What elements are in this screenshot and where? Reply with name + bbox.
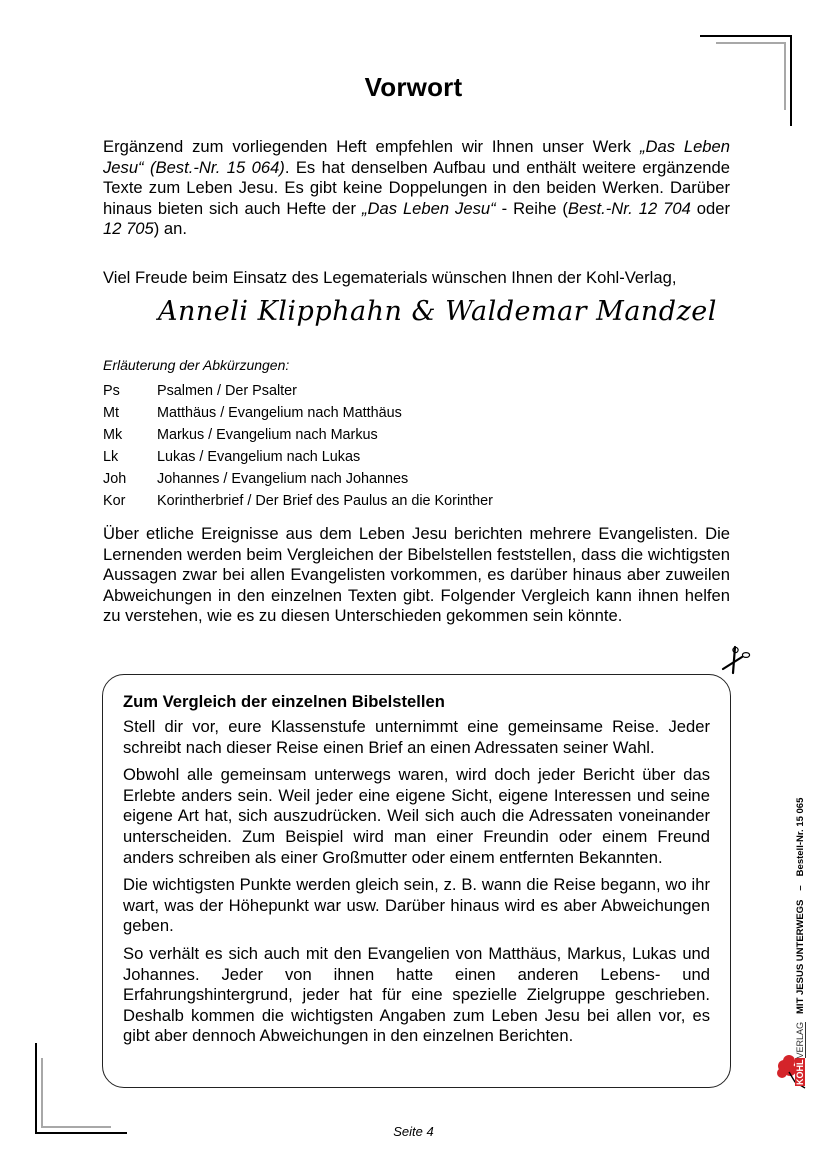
box-paragraph: Die wichtigsten Punkte werden gleich sein, z. B. wann die Reise begann, wo ihr wart, was der Höhepunkt war usw. Darüber hinaus wird es aber Abweichungen geben. [123, 875, 710, 936]
intro-text-italic: „Das Leben Jesu“ (Best.-Nr. 15 064) [103, 137, 730, 177]
intro-text: oder [690, 198, 730, 218]
abbreviation-row [103, 447, 493, 469]
abbreviation-key: Mt [103, 405, 119, 421]
abbreviation-key: Kor [103, 493, 126, 509]
intro-text: ) an. [153, 219, 187, 239]
abbreviation-key: Lk [103, 449, 119, 465]
abbreviation-key: Ps [103, 383, 120, 399]
logo-kohl: KOHL [795, 1059, 805, 1085]
publisher-sidebar [775, 760, 825, 1090]
box-paragraph: Stell dir vor, eure Klassenstufe unternimmt eine gemeinsame Reise. Jeder schreibt nach dieser Reise einen Brief an einen Adressaten seiner Wahl. [123, 717, 710, 757]
scissors-icon [720, 645, 754, 675]
intro-text: . Es hat denselben Aufbau und enthält weitere ergänzende Texte zum Leben Jesu. Es gibt keine Doppelungen in den beiden Werken. Darüber hinaus bieten sich auch Hefte der [103, 157, 730, 218]
series-title: MIT JESUS UNTERWEGS [794, 899, 806, 1014]
intro-text-italic: 12 705 [103, 219, 154, 239]
intro-text: - Reihe ( [495, 198, 568, 218]
page-number: Seite 4 [393, 1124, 434, 1139]
abbreviation-value: Lukas / Evangelium nach Lukas [157, 449, 361, 465]
evangelists-paragraph: Über etliche Ereignisse aus dem Leben Jesu berichten mehrere Evangelisten. Die Lernenden werden beim Vergleichen der Bibelstellen feststellen, dass die wichtigsten Aussagen zwar bei allen Evangelisten vorkommen, es darüber hinaus aber zuweilen Abweichungen in den einzelnen Texten gibt. Folgender Vergleich kann ihnen helfen zu verstehen, wie es zu diesen Unterschieden gekommen sein könnte. [103, 524, 730, 626]
box-paragraph: So verhält es sich auch mit den Evangelien von Matthäus, Markus, Lukas und Johannes. Jeder von ihnen hatte einen anderen Lebens- und Erfahrungshintergrund, jeder hat für eine spezielle Zielgruppe geschrieben. Deshalb kommen die wichtigsten Angaben zum Leben Jesu bei allen vor, es gibt aber dennoch Abweichungen in den einzelnen Berichten. [123, 943, 710, 1046]
abbreviation-row [103, 403, 493, 425]
abbreviations-heading: Erläuterung der Abkürzungen: [103, 357, 290, 373]
box-title: Zum Vergleich der einzelnen Bibelstellen [123, 692, 445, 711]
logo-verlag: VERLAG [794, 1021, 805, 1059]
abbreviation-key: Mk [103, 427, 123, 443]
abbreviation-row [103, 381, 493, 403]
intro-text-italic: Best.-Nr. 12 704 [567, 198, 691, 218]
corner-line [41, 1058, 43, 1127]
abbreviation-value: Johannes / Evangelium nach Johannes [157, 471, 409, 487]
intro-paragraph [103, 137, 730, 240]
intro-text-italic: „Das Leben Jesu“ [361, 198, 496, 218]
abbreviation-value: Markus / Evangelium nach Markus [157, 427, 378, 443]
sidebar-text [789, 760, 811, 1090]
corner-line [716, 42, 786, 44]
page-title: Vorwort [364, 72, 463, 102]
comparison-box [102, 674, 731, 1088]
separator: – [794, 885, 806, 891]
abbreviation-row [103, 425, 493, 447]
abbreviation-row [103, 491, 493, 513]
abbreviation-row [103, 469, 493, 491]
intro-text: Ergänzend zum vorliegenden Heft empfehlen wir Ihnen unser Werk [103, 137, 640, 156]
abbreviations-list [103, 381, 493, 513]
greeting: Viel Freude beim Einsatz des Legematerials wünschen Ihnen der Kohl-Verlag, [103, 268, 677, 287]
kohl-verlag-logo [795, 1022, 806, 1086]
author-signature: Anneli Klipphahn & Waldemar Mandzel [158, 296, 717, 327]
corner-line [35, 1043, 37, 1134]
abbreviation-value: Korintherbrief / Der Brief des Paulus an die Korinther [157, 493, 493, 509]
abbreviation-value: Psalmen / Der Psalter [157, 383, 297, 399]
abbreviation-value: Matthäus / Evangelium nach Matthäus [157, 405, 402, 421]
order-number: Bestell-Nr. 15 065 [794, 797, 806, 877]
box-paragraph: Obwohl alle gemeinsam unterwegs waren, wird doch jeder Bericht über das Erlebte anders sein. Weil jeder eine eigene Sicht, eigene Interessen und seine eigene Art hat, sich auszudrücken. Weil sich auch die Adressaten voneinander unterscheiden. Zum Beispiel wird man einer Freundin oder einem Freund anders schreiben als einer Großmutter oder einem entfernten Bekannten. [123, 765, 710, 867]
abbreviation-key: Joh [103, 471, 127, 487]
corner-line [700, 35, 792, 37]
